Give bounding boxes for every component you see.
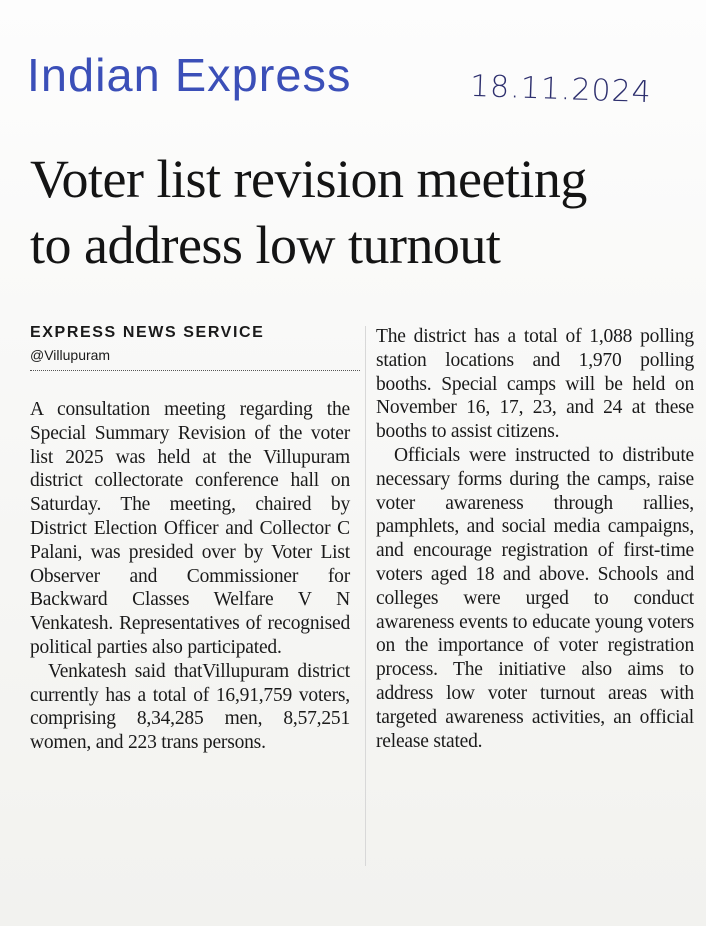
article-paragraph: A consultation meeting regarding the Special Summary Revision of the voter list 2025 was held at the Villupuram district collectorate conference hall on Saturday. The meeting, chaired by District Election Officer and Collector C Palani, was presided over by Voter List Observer and Commissioner for Backward Classes Welfare V N Venkatesh. Representatives of recognised political parties also participated. — [30, 399, 350, 658]
dateline: @Villupuram — [30, 347, 111, 363]
newspaper-name: Indian Express — [26, 49, 352, 101]
article-column-right — [376, 325, 694, 753]
article-column-left — [30, 398, 350, 755]
headline-line-2: to address low turnout — [30, 215, 501, 275]
article-paragraph: The district has a total of 1,088 polling station locations and 1,970 polling booths. Special camps will be held on November 16, 17, 23, and 24 at these booths to assist citizens. — [376, 326, 694, 443]
article-paragraph: Officials were instructed to distribute necessary forms during the camps, raise voter awareness through rallies, pamphlets, and social media campaigns, and encourage registration of first-time voters aged 18 and above. Schools and colleges were urged to conduct awareness events to educate young voters on the importance of voter registration process. The initiative also aims to address low voter turnout areas with targeted awareness activities, an official release stated. — [376, 444, 694, 752]
article-paragraph: Venkatesh said thatVillupuram district currently has a total of 16,91,759 voters, comprising 8,34,285 men, 8,57,251 women, and 223 trans persons. — [30, 660, 350, 754]
byline: EXPRESS NEWS SERVICE — [30, 324, 265, 341]
column-divider — [365, 326, 366, 866]
byline-divider — [30, 370, 360, 371]
handwritten-date: 18.11.2024 — [469, 68, 653, 111]
headline-line-1: Voter list revision meeting — [30, 149, 587, 209]
headline — [30, 146, 690, 278]
